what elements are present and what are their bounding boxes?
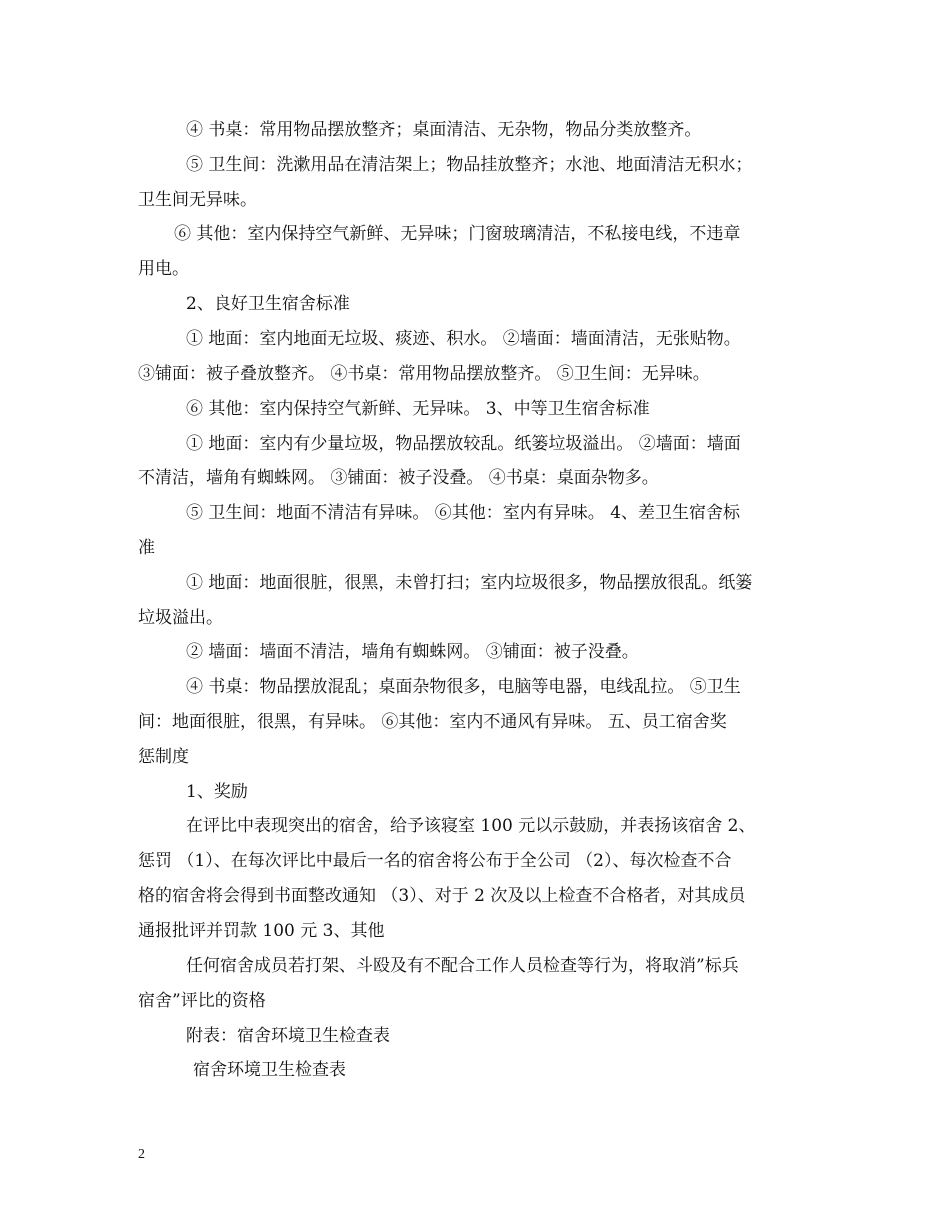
text-line: 通报批评并罚款 100 元 3、其他 — [138, 921, 385, 941]
text-line: ⑥ 其他：室内保持空气新鲜、无异味。 3、中等卫生宿舍标准 — [186, 399, 650, 419]
section-heading: 1、奖励 — [186, 782, 248, 802]
text-line: ② 墙面：墙面不清洁，墙角有蜘蛛网。 ③铺面：被子没叠。 — [186, 642, 639, 662]
page-number: 2 — [138, 1147, 145, 1162]
text-line: ① 地面：室内有少量垃圾，物品摆放较乱。纸篓垃圾溢出。 ②墙面：墙面 — [186, 434, 741, 454]
text-line: ④ 书桌：物品摆放混乱；桌面杂物很多，电脑等电器，电线乱拉。 ⑤卫生 — [186, 677, 741, 697]
text-line: ① 地面：地面很脏，很黑，未曾打扫；室内垃圾很多，物品摆放很乱。纸篓 — [186, 573, 753, 593]
text-line: 间：地面很脏，很黑，有异味。 ⑥其他：室内不通风有异味。 五、员工宿舍奖 — [138, 712, 727, 732]
text-line: 卫生间无异味。 — [138, 190, 257, 210]
text-line: 不清洁，墙角有蜘蛛网。 ③铺面：被子没叠。 ④书桌：桌面杂物多。 — [138, 468, 659, 488]
text-line: ⑥ 其他：室内保持空气新鲜、无异味；门窗玻璃清洁，不私接电线，不违章 — [174, 224, 741, 244]
text-line: 惩制度 — [138, 747, 189, 767]
text-line: ① 地面：室内地面无垃圾、痰迹、积水。 ②墙面：墙面清洁，无张贴物。 — [186, 329, 741, 349]
text-line: 惩罚 （1）、在每次评比中最后一名的宿舍将公布于全公司 （2）、每次检查不合 — [138, 851, 732, 871]
text-line: 用电。 — [138, 259, 189, 279]
table-caption: 宿舍环境卫生检查表 — [193, 1060, 346, 1080]
section-heading: 2、良好卫生宿舍标准 — [186, 294, 350, 314]
text-line: ⑤ 卫生间：洗漱用品在清洁架上；物品挂放整齐；水池、地面清洁无积水； — [186, 155, 753, 175]
text-line: ③铺面：被子叠放整齐。 ④书桌：常用物品摆放整齐。 ⑤卫生间：无异味。 — [138, 364, 710, 384]
text-line: 垃圾溢出。 — [138, 608, 223, 628]
text-line: 格的宿舍将会得到书面整改通知 （3）、对于 2 次及以上检查不合格者，对其成员 — [138, 886, 746, 906]
text-line: ⑤ 卫生间：地面不清洁有异味。 ⑥其他：室内有异味。 4、差卫生宿舍标 — [186, 503, 741, 523]
text-line: 附表：宿舍环境卫生检查表 — [186, 1026, 390, 1046]
text-line: 准 — [138, 538, 155, 558]
text-line: 任何宿舍成员若打架、斗殴及有不配合工作人员检查等行为，将取消”标兵 — [186, 956, 739, 976]
text-line: 宿舍”评比的资格 — [138, 991, 266, 1011]
text-line: 在评比中表现突出的宿舍，给予该寝室 100 元以示鼓励，并表扬该宿舍 2、 — [186, 816, 756, 836]
text-line: ④ 书桌：常用物品摆放整齐；桌面清洁、无杂物，物品分类放整齐。 — [186, 120, 702, 140]
